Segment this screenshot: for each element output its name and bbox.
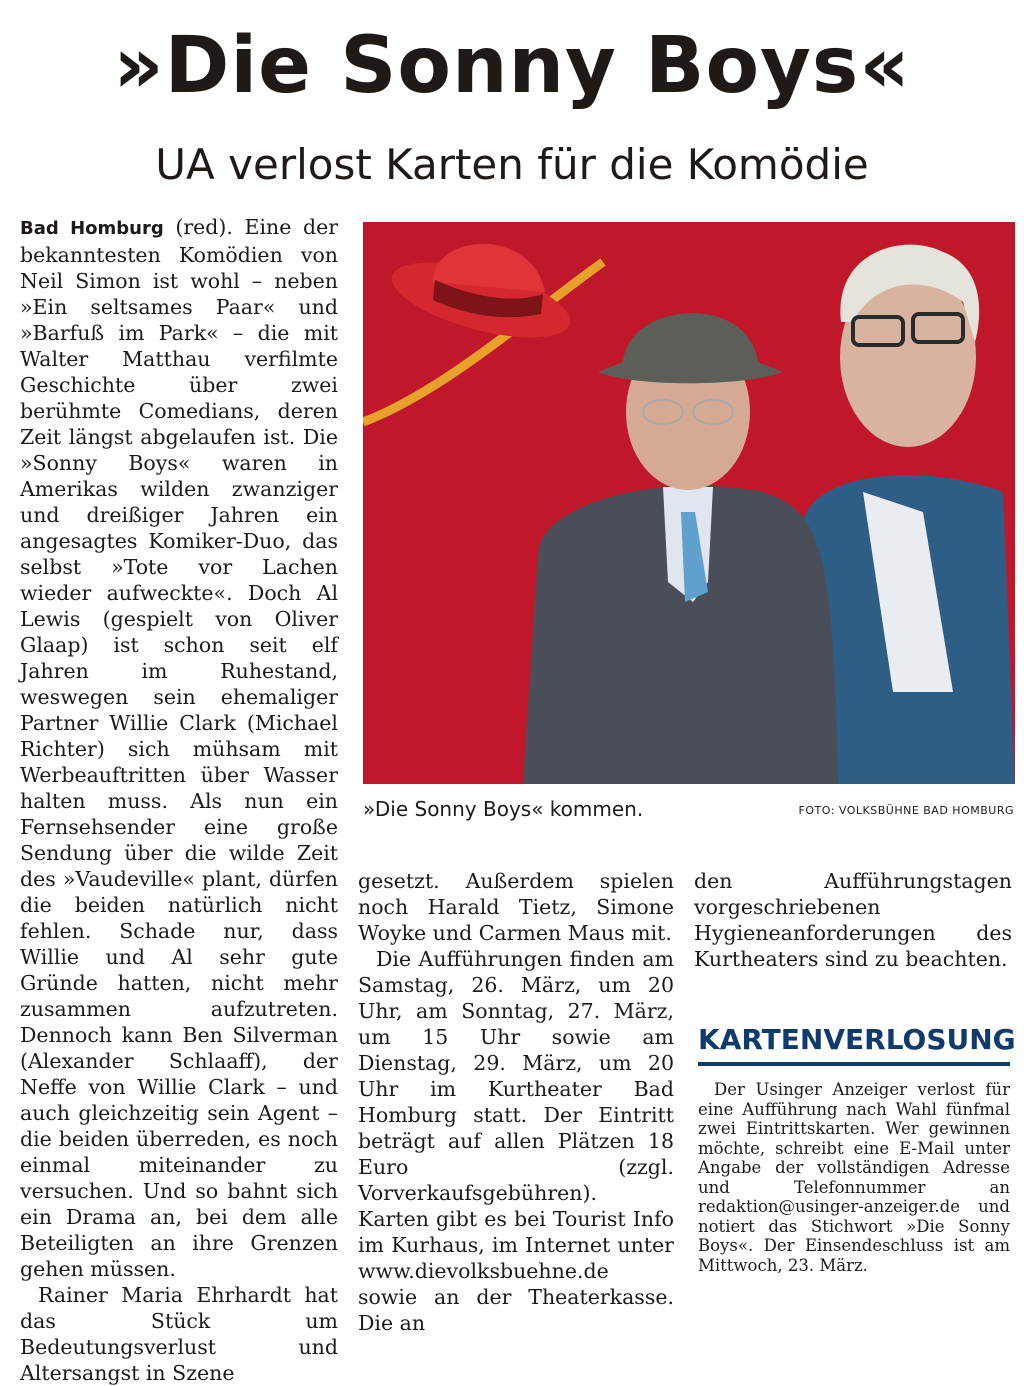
photo-illustration	[363, 222, 1015, 784]
paragraph-text: (red). Eine der bekanntesten Komödien von Neil Simon ist wohl – neben »Ein seltsames Paar« und »Barfuß im Park« – die mit Walter Matthau verfilmte Geschichte über zwei berühmte Comedians, deren Zeit längst abgelaufen ist. Die »Sonny Boys« waren in Amerikas wilden zwanziger und dreißiger Jahren ein angesagtes Komiker-Duo, das selbst »Tote vor Lachen wieder aufweckte«. Doch Al Lewis (gespielt von Oliver Glaap) ist schon seit elf Jahren im Ruhestand, weswegen sein ehemaliger Partner Willie Clark (Michael Richter) sich mühsam mit Werbeauftritten über Wasser halten muss. Als nun ein Fernsehsender eine große Sendung über die wilde Zeit des »Vaudeville« plant, dürfen die beiden natürlich nicht fehlen. Schade nur, dass Willie und Al sehr gute Gründe hatten, nicht mehr zusammen aufzutreten. Dennoch kann Ben Silverman (Alexander Schlaaff), der Neffe von Willie Clark – und auch gleichzeitig sein Agent – die beiden überreden, es noch einmal miteinander zu versuchen. Und so bahnt sich ein Drama an, bei dem alle Beteiligten an ihre Grenzen gehen müssen.	[20, 215, 338, 1281]
raffle-box-text: Der Usinger Anzeiger verlost für eine Aufführung nach Wahl fünfmal zwei Eintrittskarten. Wer gewinnen möchte, schreibt eine E-Mail unter Angabe der vollständigen Adresse und Telefonnummer an redaktion@usinger-anzeiger.de und notiert das Stichwort »Die Sonny Boys«. Der Einsendeschluss ist am Mittwoch, 23. März.	[698, 1080, 1010, 1275]
photo-credit: FOTO: VOLKSBÜHNE BAD HOMBURG	[798, 804, 1014, 817]
dateline: Bad Homburg	[20, 218, 164, 239]
subheadline: UA verlost Karten für die Komödie	[155, 140, 869, 189]
article-paragraph: den Aufführungstagen vorgeschriebenen Hygieneanforderungen des Kurtheaters sind zu beachten.	[694, 869, 1012, 971]
article-column-1	[20, 214, 338, 1386]
photo	[363, 222, 1015, 784]
article-paragraph: Die Aufführungen finden am Samstag, 26. März, um 20 Uhr, am Sonntag, 27. März, um 15 Uhr sowie am Dienstag, 29. März, um 20 Uhr im Kurtheater Bad Homburg statt. Der Eintritt beträgt auf allen Plätzen 18 Euro (zzgl. Vorverkaufsgebühren). Karten gibt es bei Tourist Info im Kurhaus, im Internet unter www.dievolksbuehne.de sowie an der Theaterkasse. Die an	[358, 947, 674, 1335]
photo-caption: »Die Sonny Boys« kommen.	[363, 797, 644, 821]
article-paragraph	[20, 214, 338, 1282]
article-column-2	[358, 868, 674, 1336]
raffle-box-title: KARTENVERLOSUNG	[698, 1018, 1010, 1066]
article-column-3	[694, 868, 1012, 972]
article-paragraph: Rainer Maria Ehrhardt hat das Stück um Bedeutungsverlust und Altersangst in Szene	[20, 1283, 338, 1385]
headline: »Die Sonny Boys«	[113, 21, 911, 111]
article-paragraph: gesetzt. Außerdem spielen noch Harald Tietz, Simone Woyke und Carmen Maus mit.	[358, 869, 674, 945]
